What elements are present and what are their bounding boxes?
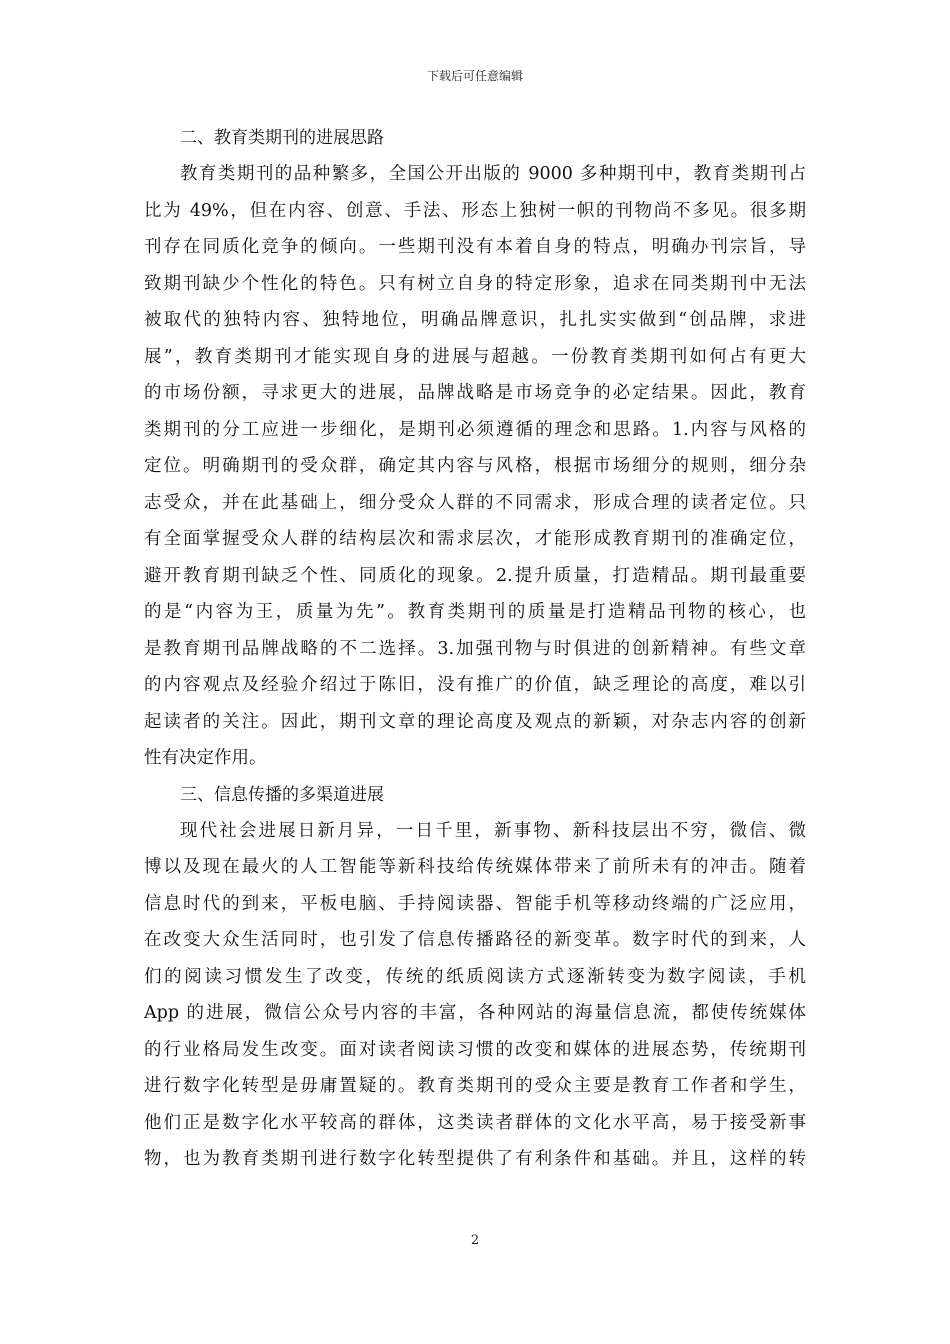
paragraph-line: 进行数字化转型是毋庸置疑的。教育类期刊的受众主要是教育工作者和学生， xyxy=(144,1076,806,1096)
paragraph-line: 他们正是数字化水平较高的群体，这类读者群体的文化水平高，易于接受新事 xyxy=(144,1112,806,1133)
paragraph-line: 信息时代的到来，平板电脑、手持阅读器、智能手机等移动终端的广泛应用， xyxy=(144,893,806,914)
paragraph-line: 刊存在同质化竞争的倾向。一些期刊没有本着自身的特点，明确办刊宗旨，导 xyxy=(144,237,806,257)
paragraph-line: 志受众，并在此基础上，细分受众人群的不同需求，形成合理的读者定位。只 xyxy=(144,492,806,513)
document-body xyxy=(144,120,806,1178)
paragraph-line: App 的进展，微信公众号内容的丰富，各种网站的海量信息流，都使传统媒体 xyxy=(144,1003,806,1023)
page-number: 2 xyxy=(470,1233,480,1248)
paragraph-line: 的内容观点及经验介绍过于陈旧，没有推广的价值，缺乏理论的高度，难以引 xyxy=(144,675,806,695)
section-multichannel-propagation xyxy=(144,777,806,1178)
page-header: 下载后可任意编辑 xyxy=(426,69,523,83)
paragraph-line: 展”，教育类期刊才能实现自身的进展与超越。一份教育类期刊如何占有更大 xyxy=(144,346,806,367)
paragraph-line: 被取代的独特内容、独特地位，明确品牌意识，扎扎实实做到“创品牌，求进 xyxy=(144,310,806,330)
paragraph-line: 在改变大众生活同时，也引发了信息传播路径的新变革。数字时代的到来，人 xyxy=(144,930,806,950)
section-heading: 二、教育类期刊的进展思路 xyxy=(180,128,384,148)
paragraph-line: 有全面掌握受众人群的结构层次和需求层次，才能形成教育期刊的准确定位， xyxy=(144,529,806,549)
paragraph-line: 性有决定作用。 xyxy=(144,748,267,768)
paragraph-line: 避开教育期刊缺乏个性、同质化的现象。2.提升质量，打造精品。期刊最重要 xyxy=(144,565,806,586)
paragraph-line: 的是“内容为王，质量为先”。教育类期刊的质量是打造精品刊物的核心，也 xyxy=(144,602,806,622)
paragraph-line: 定位。明确期刊的受众群，确定其内容与风格，根据市场细分的规则，细分杂 xyxy=(144,456,806,476)
paragraph-line: 物，也为教育类期刊进行数字化转型提供了有利条件和基础。并且，这样的转 xyxy=(144,1149,806,1169)
paragraph-line: 类期刊的分工应进一步细化，是期刊必须遵循的理念和思路。1.内容与风格的 xyxy=(144,419,806,440)
section-heading: 三、信息传播的多渠道进展 xyxy=(180,784,384,805)
paragraph-line: 教育类期刊的品种繁多，全国公开出版的 9000 多种期刊中，教育类期刊占 xyxy=(180,164,806,184)
paragraph-line: 致期刊缺少个性化的特色。只有树立自身的特定形象，追求在同类期刊中无法 xyxy=(144,273,806,294)
paragraph-line: 比为 49%，但在内容、创意、手法、形态上独树一帜的刊物尚不多见。很多期 xyxy=(144,200,806,221)
paragraph-line: 们的阅读习惯发生了改变，传统的纸质阅读方式逐渐转变为数字阅读，手机 xyxy=(144,966,806,987)
paragraph-line: 现代社会进展日新月异，一日千里，新事物、新科技层出不穷，微信、微 xyxy=(180,820,806,841)
paragraph-line: 的行业格局发生改变。面对读者阅读习惯的改变和媒体的进展态势，传统期刊 xyxy=(144,1039,806,1060)
paragraph-line: 的市场份额，寻求更大的进展，品牌战略是市场竞争的必定结果。因此，教育 xyxy=(144,383,806,403)
section-development-ideas xyxy=(144,120,806,777)
paragraph-line: 起读者的关注。因此，期刊文章的理论高度及观点的新颖，对杂志内容的创新 xyxy=(144,711,806,732)
paragraph-line: 博以及现在最火的人工智能等新科技给传统媒体带来了前所未有的冲击。随着 xyxy=(144,857,806,877)
paragraph-line: 是教育期刊品牌战略的不二选择。3.加强刊物与时俱进的创新精神。有些文章 xyxy=(144,638,806,659)
